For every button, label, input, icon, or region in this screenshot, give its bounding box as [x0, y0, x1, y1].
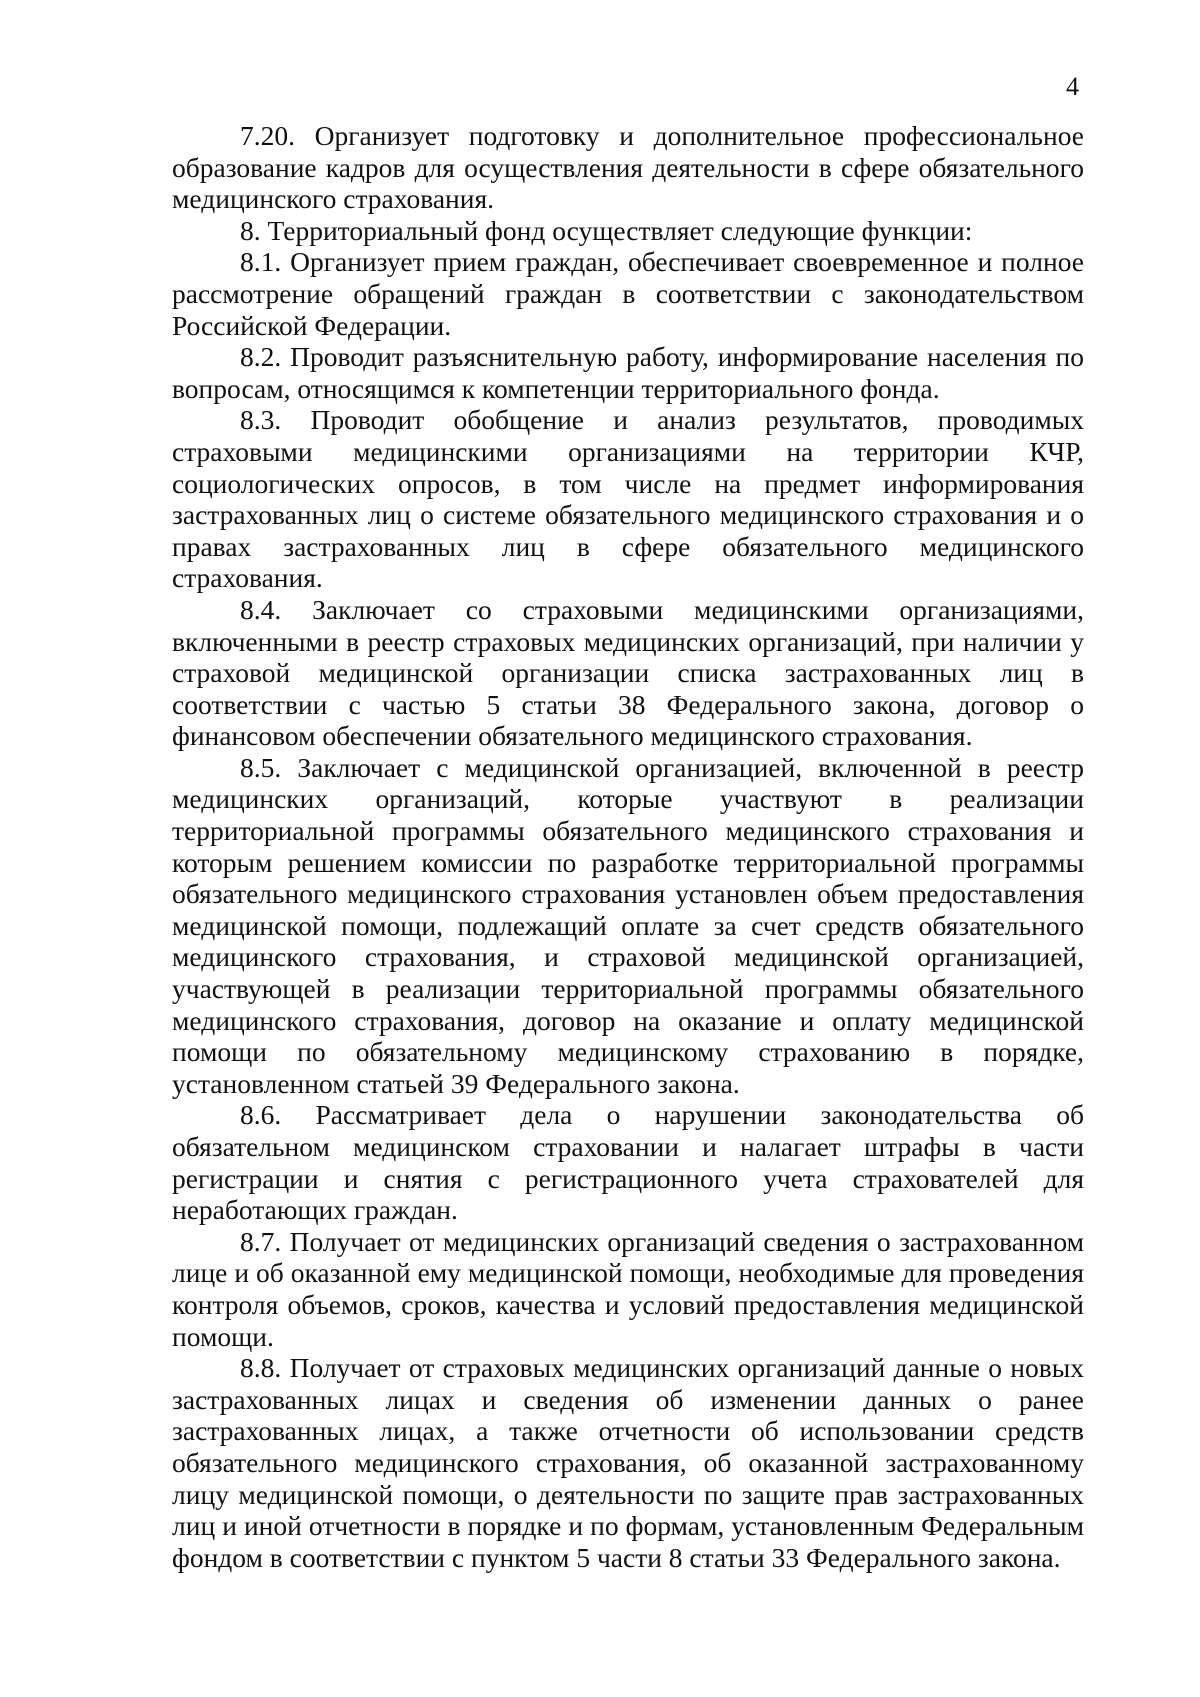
paragraph-7-20: 7.20. Организует подготовку и дополнительное профессиональное образование кадров для осуществления деятельности в сфере обязательного медицинского страхования.	[172, 120, 1084, 215]
paragraph-8-6: 8.6. Рассматривает дела о нарушении законодательства об обязательном медицинском страховании и налагает штрафы в части регистрации и снятия с регистрационного учета страхователей для неработающих граждан.	[172, 1099, 1084, 1226]
paragraph-8-2: 8.2. Проводит разъяснительную работу, информирование населения по вопросам, относящимся к компетенции территориального фонда.	[172, 341, 1084, 404]
paragraph-8-5: 8.5. Заключает с медицинской организацией, включенной в реестр медицинских организаций, которые участвуют в реализации территориальной программы обязательного медицинского страхования и которым решением комиссии по разработке территориальной программы обязательного медицинского страхования установлен объем предоставления медицинской помощи, подлежащий оплате за счет средств обязательного медицинского страхования, и страховой медицинской организацией, участвующей в реализации территориальной программы обязательного медицинского страхования, договор на оказание и оплату медицинской помощи по обязательному медицинскому страхованию в порядке, установленном статьей 39 Федерального закона.	[172, 751, 1084, 1099]
paragraph-8: 8. Территориальный фонд осуществляет следующие функции:	[240, 214, 973, 246]
paragraph-8-1: 8.1. Организует прием граждан, обеспечивает своевременное и полное рассмотрение обращений граждан в соответствии с законодательством Российской Федерации.	[172, 246, 1084, 341]
document-body	[172, 120, 1084, 1573]
page-number: 4	[1066, 72, 1079, 101]
paragraph-8-7: 8.7. Получает от медицинских организаций сведения о застрахованном лице и об оказанной ему медицинской помощи, необходимые для проведения контроля объемов, сроков, качества и условий предоставления медицинской помощи.	[172, 1225, 1084, 1352]
paragraph-8-3: 8.3. Проводит обобщение и анализ результатов, проводимых страховыми медицинскими организациями на территории КЧР, социологических опросов, в том числе на предмет информирования застрахованных лиц о системе обязательного медицинского страхования и о правах застрахованных лиц в сфере обязательного медицинского страхования.	[172, 404, 1084, 594]
paragraph-8-4: 8.4. Заключает со страховыми медицинскими организациями, включенными в реестр страховых медицинских организаций, при наличии у страховой медицинской организации списка застрахованных лиц в соответствии с частью 5 статьи 38 Федерального закона, договор о финансовом обеспечении обязательного медицинского страхования.	[172, 593, 1084, 752]
paragraph-8-8: 8.8. Получает от страховых медицинских организаций данные о новых застрахованных лицах и сведения об изменении данных о ранее застрахованных лицах, а также отчетности об использовании средств обязательного медицинского страхования, об оказанной застрахованному лицу медицинской помощи, о деятельности по защите прав застрахованных лиц и иной отчетности в порядке и по формам, установленным Федеральным фондом в соответствии с пунктом 5 части 8 статьи 33 Федерального закона.	[172, 1352, 1084, 1573]
